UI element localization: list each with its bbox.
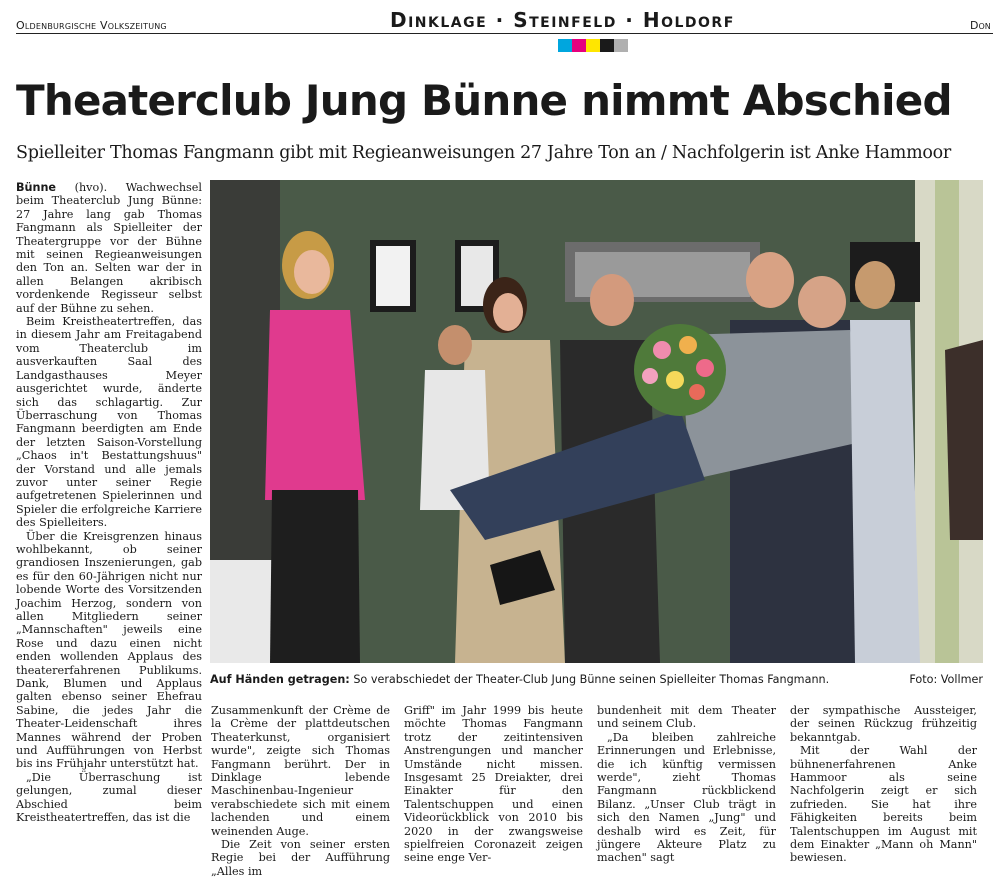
photo-stage-scene — [210, 180, 983, 663]
swatch-magenta — [572, 39, 586, 52]
article-column-2 — [211, 704, 390, 878]
swatch-gray — [614, 39, 628, 52]
color-registration-swatches — [558, 39, 628, 52]
swatch-black — [600, 39, 614, 52]
paragraph: Über die Kreisgrenzen hinaus wohlbekannt, ob seiner grandiosen Inszenierungen, gab es für den 60-Jährigen nicht nur lobende Worte des Vorsitzenden Joachim Herzog, sondern von allen Mitgliedern seiner „Mannschaften" jeweils eine Rose und dazu einen nicht enden wollenden Applaus des theatererfahrenen Publikums. Dank, Blumen und Applaus galten ebenso seiner Ehefrau Sabine, die jedes Jahr die Theater-Leidenschaft ihres Mannes während der Proben und Aufführungen von Herbst bis ins Frühjahr unterstützt hat. — [16, 529, 202, 771]
local-edition-title: Dinklage · Steinfeld · Holdorf — [390, 8, 735, 32]
paragraph: Griff" im Jahr 1999 bis heute möchte Thomas Fangmann trotz der zeitintensiven Anstrengungen und mancher Umstände nicht missen. Insgesamt 25 Dreiakter, drei Einakter für den Talentschuppen und einen Videorückblick von 2010 bis 2020 in der zwangsweise spielfreien Coronazeit zeigen seine enge Ver- — [404, 704, 583, 865]
paragraph: Mit der Wahl der bühnenerfahrenen Anke Hammoor als seine Nachfolgerin zeigt er sich zufrieden. Sie hat ihre Fähigkeiten bereits beim Talentschuppen im August mit dem Einakter „Mann oh Mann" bewiesen. — [790, 744, 977, 865]
newspaper-name: Oldenburgische Volkszeitung — [16, 19, 167, 32]
paragraph: Zusammenkunft der Crème de la Crème der plattdeutschen Theaterkunst, organisiert wurde", zeigte sich Thomas Fangmann berührt. Der in Dinklage lebende Maschinenbau-Ingenieur verabschiedete sich mit einem lachenden und einem weinenden Auge. — [211, 704, 390, 838]
paragraph: bundenheit mit dem Theater und seinem Club. — [597, 704, 776, 731]
paragraph: der sympathische Aussteiger, der seinen Rückzug frühzeitig bekanntgab. — [790, 704, 977, 744]
paragraph: Beim Kreistheatertreffen, das in diesem Jahr am Freitagabend vom Theaterclub im ausverkauften Saal des Landgasthauses Meyer ausgerichtet wurde, änderte sich das schlagartig. Zur Überraschung von Thomas Fangmann beerdigten am Ende der letzten Saison-Vorstellung „Chaos in't Bestattungshuus" der Vorstand und alle jemals zuvor unter seiner Regie aufgetretenen Spielerinnen und Spieler die erfolgreiche Karriere des Spielleiters. — [16, 315, 202, 530]
swatch-yellow — [586, 39, 600, 52]
article-column-5 — [790, 704, 977, 868]
article-subheadline: Spielleiter Thomas Fangmann gibt mit Regieanweisungen 27 Jahre Ton an / Nachfolgerin ist Anke Hammoor — [16, 143, 951, 163]
page-header — [0, 0, 993, 64]
paragraph: „Die Überraschung ist gelungen, zumal dieser Abschied beim Kreistheatertreffen, das ist die — [16, 770, 202, 825]
swatch-cyan — [558, 39, 572, 52]
photo-caption — [210, 673, 983, 686]
article-column-4 — [597, 704, 776, 868]
page-header-right: Don — [970, 19, 991, 32]
article-column-1 — [16, 181, 202, 868]
paragraph: Die Zeit von seiner ersten Regie bei der Aufführung „Alles im — [211, 838, 390, 878]
paragraph: „Da bleiben zahlreiche Erinnerungen und Erlebnisse, die ich künftig vermissen werde", zieht Thomas Fangmann rückblickend Bilanz. „Unser Club trägt in sich den Namen „Jung" und deshalb wird es Zeit, für jüngere Akteure Platz zu machen" sagt — [597, 730, 776, 865]
caption-lead: Auf Händen getragen: — [210, 673, 350, 686]
header-rule — [16, 33, 993, 34]
dateline: Bünne — [16, 181, 57, 194]
article-headline: Theaterclub Jung Bünne nimmt Abschied — [16, 76, 952, 125]
paragraph: (hvo). Wachwechsel beim Theaterclub Jung Bünne: 27 Jahre lang gab Thomas Fangmann als Spielleiter der Theatergruppe vor der Bühne mit seinen Regieanweisungen den Ton an. Selten war der in allen Belangen akribisch vordenkende Regisseur selbst auf der Bühne zu sehen. — [16, 181, 202, 315]
caption-text: So verabschiedet der Theater-Club Jung Bünne seinen Spielleiter Thomas Fangmann. — [349, 673, 830, 686]
article-photo — [210, 180, 983, 663]
article-column-3 — [404, 704, 583, 868]
photo-credit: Foto: Vollmer — [909, 673, 983, 686]
